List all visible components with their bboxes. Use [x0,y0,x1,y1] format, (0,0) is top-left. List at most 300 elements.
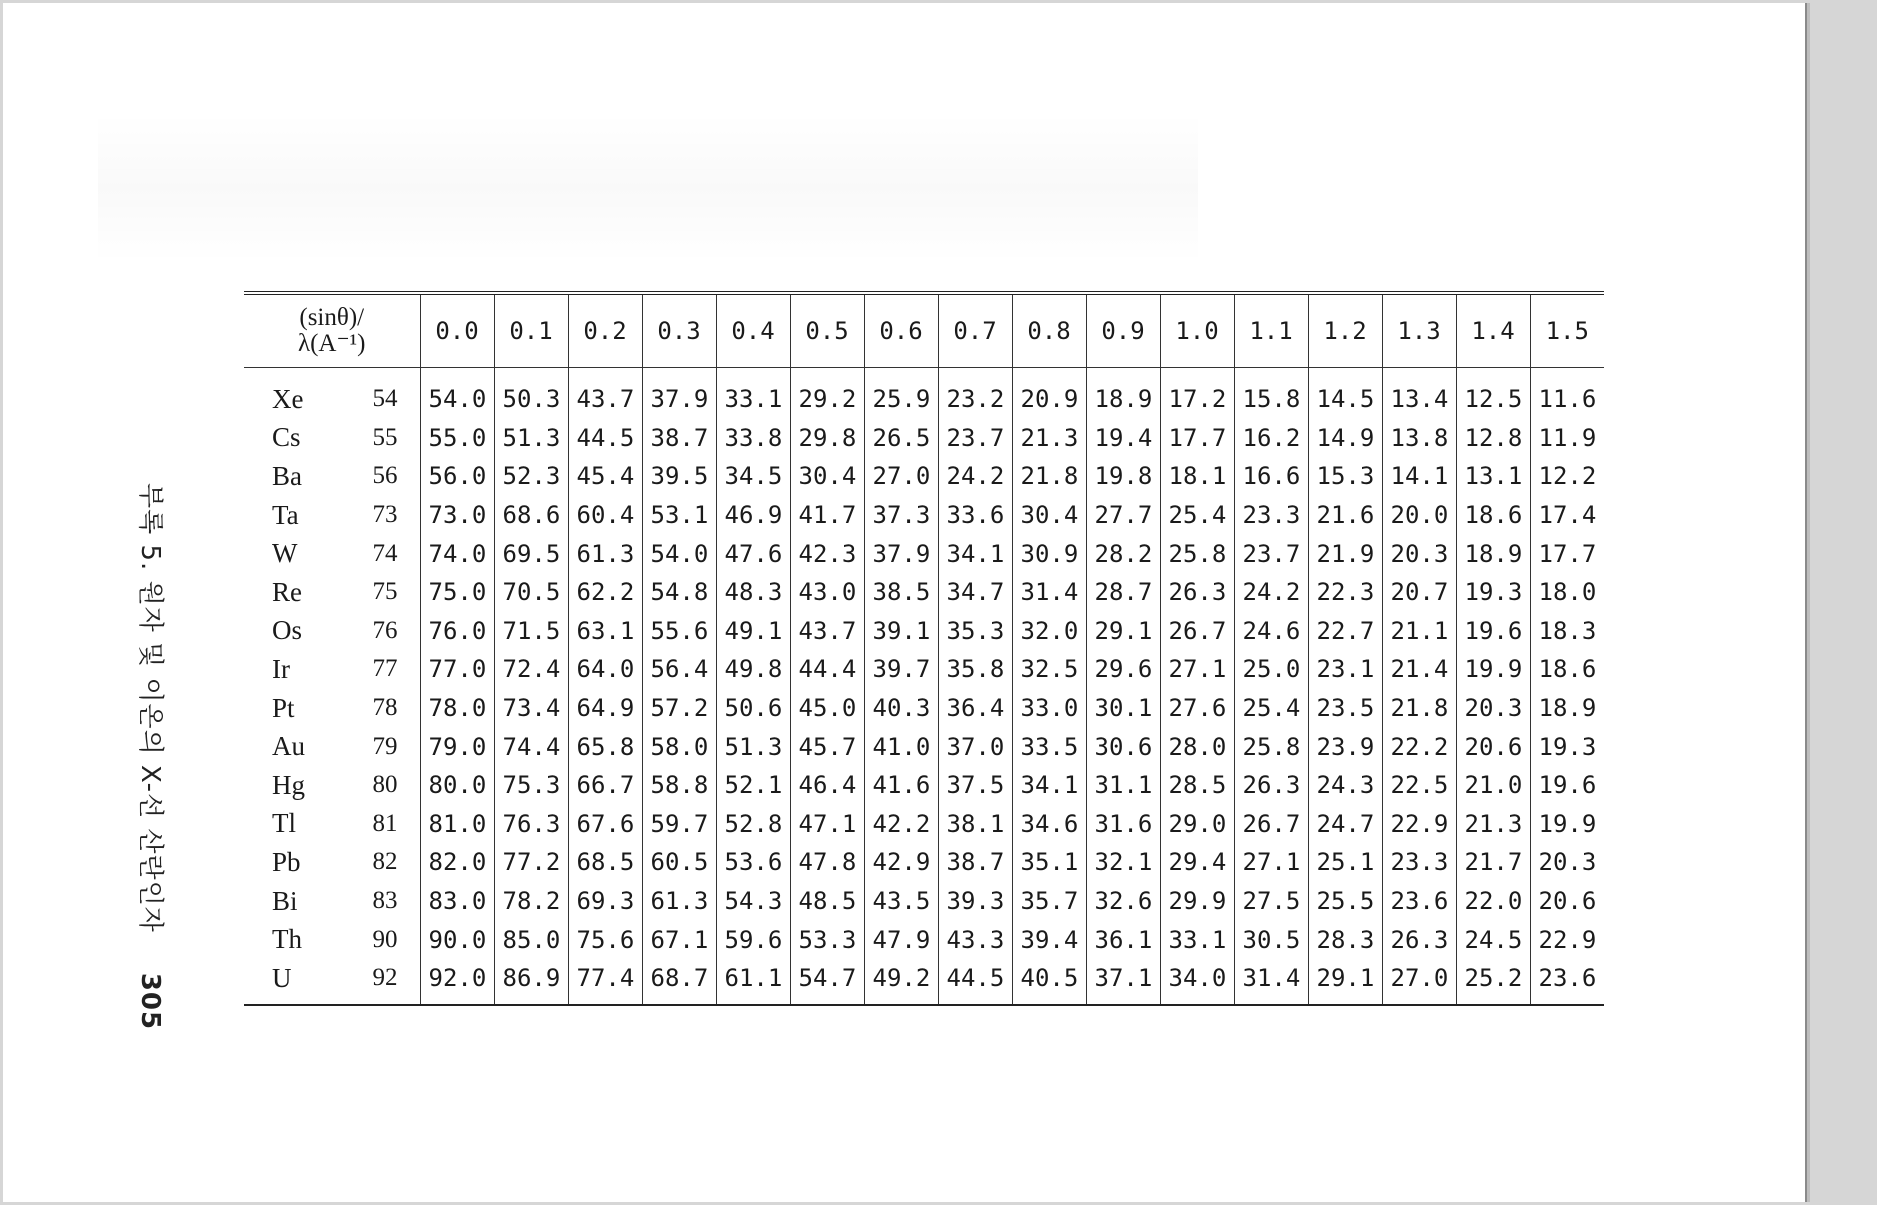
table-cell: 54.3 [716,882,790,921]
table-body [244,368,1604,1005]
side-caption [134,483,171,1030]
table-cell: 47.6 [716,534,790,573]
table-cell: 22.3 [1308,573,1382,612]
table-cell: 13.1 [1456,457,1530,496]
table-cell: 69.5 [494,534,568,573]
table-cell: 24.7 [1308,805,1382,844]
table-cell: 26.7 [1234,805,1308,844]
column-header: 0.9 [1086,293,1160,368]
table-cell: 43.7 [790,612,864,651]
column-header: 0.4 [716,293,790,368]
table-cell: 19.6 [1530,766,1604,805]
atomic-number: 56 [372,462,398,490]
element-symbol: U [272,962,292,993]
table-cell: 39.4 [1012,920,1086,959]
table-cell: 11.6 [1530,368,1604,419]
table-cell: 75.3 [494,766,568,805]
table-cell: 61.3 [642,882,716,921]
table-cell: 31.4 [1012,573,1086,612]
column-header: 0.7 [938,293,1012,368]
table-row [244,496,1604,535]
table-cell: 28.2 [1086,534,1160,573]
table-cell: 73.0 [420,496,494,535]
table-cell: 54.8 [642,573,716,612]
table-cell: 18.9 [1530,689,1604,728]
table-row [244,959,1604,1005]
table-cell: 21.3 [1012,419,1086,458]
table-cell: 58.0 [642,727,716,766]
table-cell: 19.9 [1456,650,1530,689]
table-cell: 33.0 [1012,689,1086,728]
table-row [244,368,1604,419]
table-cell: 76.0 [420,612,494,651]
table-cell: 52.3 [494,457,568,496]
table-cell: 51.3 [494,419,568,458]
table-cell: 54.0 [420,368,494,419]
table-cell: 28.3 [1308,920,1382,959]
table-cell: 50.3 [494,368,568,419]
table-cell: 37.5 [938,766,1012,805]
table-cell: 12.5 [1456,368,1530,419]
table-cell: 32.0 [1012,612,1086,651]
table-cell: 35.1 [1012,843,1086,882]
table-cell: 70.5 [494,573,568,612]
table-cell: 47.1 [790,805,864,844]
element-symbol: Pb [272,846,301,877]
table-cell: 77.4 [568,959,642,1005]
table-cell: 24.3 [1308,766,1382,805]
table-cell: 19.6 [1456,612,1530,651]
document-page [3,3,1805,1202]
table-cell: 15.8 [1234,368,1308,419]
table-cell: 49.8 [716,650,790,689]
table-cell: 42.3 [790,534,864,573]
column-header: 1.4 [1456,293,1530,368]
table-cell: 54.7 [790,959,864,1005]
table-cell: 61.3 [568,534,642,573]
column-header: 0.2 [568,293,642,368]
table-cell: 27.0 [864,457,938,496]
table-cell: 27.1 [1234,843,1308,882]
column-header: 1.1 [1234,293,1308,368]
table-cell: 67.1 [642,920,716,959]
atomic-number: 55 [372,423,398,451]
atomic-number: 80 [372,771,398,799]
table-cell: 92.0 [420,959,494,1005]
table-cell: 26.3 [1234,766,1308,805]
table-cell: 24.5 [1456,920,1530,959]
table-cell: 23.6 [1382,882,1456,921]
table-cell: 54.0 [642,534,716,573]
table-cell: 40.5 [1012,959,1086,1005]
element-symbol: Cs [272,422,301,453]
table-cell: 26.7 [1160,612,1234,651]
table-cell: 29.8 [790,419,864,458]
table-cell: 81.0 [420,805,494,844]
table-cell: 20.7 [1382,573,1456,612]
element-symbol: Xe [272,383,304,414]
table-cell: 53.3 [790,920,864,959]
table-cell: 75.6 [568,920,642,959]
table-cell: 18.1 [1160,457,1234,496]
table-cell: 20.3 [1456,689,1530,728]
table-cell: 32.6 [1086,882,1160,921]
header-lambda: λ(A⁻¹) [297,330,366,357]
table-cell: 48.5 [790,882,864,921]
table-row [244,689,1604,728]
table-cell: 23.7 [938,419,1012,458]
element-symbol: Bi [272,885,298,916]
table-cell: 74.4 [494,727,568,766]
element-symbol: Pt [272,692,295,723]
table-cell: 41.0 [864,727,938,766]
table-cell: 64.0 [568,650,642,689]
table-cell: 44.5 [938,959,1012,1005]
column-header: 0.3 [642,293,716,368]
table-row [244,920,1604,959]
element-symbol: Au [272,731,305,762]
element-symbol: Hg [272,769,305,800]
element-symbol: Ir [272,653,290,684]
page-number: 305 [135,972,165,1031]
table-cell: 25.5 [1308,882,1382,921]
table-cell: 27.0 [1382,959,1456,1005]
table-cell: 25.8 [1234,727,1308,766]
header-corner [244,293,420,368]
table-row [244,457,1604,496]
table-row [244,805,1604,844]
element-symbol: Re [272,576,302,607]
table-cell: 19.4 [1086,419,1160,458]
column-header: 0.5 [790,293,864,368]
table-row [244,650,1604,689]
table-cell: 17.4 [1530,496,1604,535]
table-cell: 35.3 [938,612,1012,651]
table-cell: 22.9 [1530,920,1604,959]
table-cell: 43.0 [790,573,864,612]
element-symbol: Ta [272,499,299,530]
table-cell: 25.9 [864,368,938,419]
side-caption-title: 부록 5. 원자 및 이온의 X-선 산란인자 [135,483,165,933]
column-header: 0.8 [1012,293,1086,368]
table-cell: 33.8 [716,419,790,458]
table-cell: 23.1 [1308,650,1382,689]
table-cell: 65.8 [568,727,642,766]
table-cell: 25.4 [1160,496,1234,535]
table-cell: 38.7 [642,419,716,458]
table-cell: 71.5 [494,612,568,651]
table-row [244,766,1604,805]
table-cell: 18.9 [1086,368,1160,419]
table-cell: 23.7 [1234,534,1308,573]
table-cell: 20.9 [1012,368,1086,419]
table-cell: 22.5 [1382,766,1456,805]
table-cell: 14.9 [1308,419,1382,458]
table-cell: 25.0 [1234,650,1308,689]
table-cell: 73.4 [494,689,568,728]
table-cell: 60.4 [568,496,642,535]
table-cell: 21.6 [1308,496,1382,535]
table-cell: 39.7 [864,650,938,689]
table-cell: 30.1 [1086,689,1160,728]
atomic-number: 78 [372,694,398,722]
table-cell: 59.6 [716,920,790,959]
table-cell: 74.0 [420,534,494,573]
table-cell: 90.0 [420,920,494,959]
column-header: 1.5 [1530,293,1604,368]
table-cell: 48.3 [716,573,790,612]
scan-shadow [98,113,1198,263]
column-header: 0.6 [864,293,938,368]
table-cell: 38.1 [938,805,1012,844]
table-cell: 37.0 [938,727,1012,766]
table-cell: 29.1 [1308,959,1382,1005]
table-cell: 18.6 [1456,496,1530,535]
table-cell: 36.4 [938,689,1012,728]
table-cell: 34.7 [938,573,1012,612]
table-cell: 28.7 [1086,573,1160,612]
table-cell: 34.5 [716,457,790,496]
atomic-number: 74 [372,539,398,567]
table-cell: 13.8 [1382,419,1456,458]
table-cell: 14.5 [1308,368,1382,419]
table-cell: 12.2 [1530,457,1604,496]
table-cell: 23.9 [1308,727,1382,766]
column-header: 0.1 [494,293,568,368]
table-cell: 23.5 [1308,689,1382,728]
table-cell: 20.3 [1382,534,1456,573]
table-cell: 60.5 [642,843,716,882]
table-cell: 42.2 [864,805,938,844]
table-cell: 76.3 [494,805,568,844]
table-cell: 34.6 [1012,805,1086,844]
table-cell: 68.5 [568,843,642,882]
table-cell: 22.0 [1456,882,1530,921]
atomic-number: 81 [372,809,398,837]
table-cell: 37.1 [1086,959,1160,1005]
table-cell: 33.6 [938,496,1012,535]
table-cell: 24.2 [938,457,1012,496]
table-cell: 31.4 [1234,959,1308,1005]
table-cell: 27.1 [1160,650,1234,689]
table-cell: 77.2 [494,843,568,882]
table-cell: 43.5 [864,882,938,921]
table-cell: 16.2 [1234,419,1308,458]
column-header: 0.0 [420,293,494,368]
table-cell: 31.1 [1086,766,1160,805]
table-cell: 56.0 [420,457,494,496]
table-cell: 13.4 [1382,368,1456,419]
table-cell: 20.6 [1530,882,1604,921]
table-cell: 25.8 [1160,534,1234,573]
atomic-number: 82 [372,848,398,876]
table-cell: 27.6 [1160,689,1234,728]
table-cell: 29.9 [1160,882,1234,921]
table-row [244,882,1604,921]
table-row [244,843,1604,882]
table-cell: 64.9 [568,689,642,728]
table-cell: 57.2 [642,689,716,728]
table-cell: 34.1 [1012,766,1086,805]
table-cell: 20.0 [1382,496,1456,535]
table-cell: 12.8 [1456,419,1530,458]
table-cell: 23.2 [938,368,1012,419]
table-cell: 44.5 [568,419,642,458]
atomic-number: 79 [372,732,398,760]
table-cell: 37.3 [864,496,938,535]
table-cell: 14.1 [1382,457,1456,496]
table-cell: 18.0 [1530,573,1604,612]
table-cell: 21.0 [1456,766,1530,805]
table-cell: 22.7 [1308,612,1382,651]
table-cell: 77.0 [420,650,494,689]
table-cell: 53.1 [642,496,716,535]
table-cell: 56.4 [642,650,716,689]
header-sin-theta: (sinθ)/ [299,304,365,331]
table-cell: 42.9 [864,843,938,882]
table-cell: 45.0 [790,689,864,728]
table-cell: 26.3 [1382,920,1456,959]
table-cell: 22.9 [1382,805,1456,844]
table-cell: 21.4 [1382,650,1456,689]
table-cell: 21.3 [1456,805,1530,844]
table-cell: 46.4 [790,766,864,805]
atomic-number: 54 [372,385,398,413]
table-cell: 49.2 [864,959,938,1005]
table-cell: 83.0 [420,882,494,921]
table-row [244,612,1604,651]
table-cell: 51.3 [716,727,790,766]
column-header: 1.0 [1160,293,1234,368]
table-cell: 34.0 [1160,959,1234,1005]
element-symbol: W [272,538,298,569]
table-cell: 21.8 [1382,689,1456,728]
table-cell: 47.8 [790,843,864,882]
table-cell: 23.6 [1530,959,1604,1005]
table-cell: 24.6 [1234,612,1308,651]
table-cell: 34.1 [938,534,1012,573]
table-cell: 79.0 [420,727,494,766]
table-cell: 33.5 [1012,727,1086,766]
table-cell: 29.2 [790,368,864,419]
element-symbol: Th [272,924,302,955]
table-cell: 46.9 [716,496,790,535]
table-cell: 29.1 [1086,612,1160,651]
table-cell: 16.6 [1234,457,1308,496]
table-cell: 69.3 [568,882,642,921]
table-cell: 17.7 [1530,534,1604,573]
table-cell: 38.7 [938,843,1012,882]
table-cell: 82.0 [420,843,494,882]
table-cell: 38.5 [864,573,938,612]
table-row [244,727,1604,766]
table-cell: 37.9 [864,534,938,573]
table-cell: 63.1 [568,612,642,651]
table-cell: 52.8 [716,805,790,844]
table-cell: 35.7 [1012,882,1086,921]
table-cell: 85.0 [494,920,568,959]
table-cell: 18.3 [1530,612,1604,651]
table-cell: 86.9 [494,959,568,1005]
scattering-factor-table [244,291,1604,1006]
table-cell: 19.3 [1530,727,1604,766]
table-cell: 53.6 [716,843,790,882]
column-header: 1.2 [1308,293,1382,368]
table-cell: 29.4 [1160,843,1234,882]
table-cell: 23.3 [1234,496,1308,535]
table-cell: 29.6 [1086,650,1160,689]
table-cell: 31.6 [1086,805,1160,844]
table-cell: 21.1 [1382,612,1456,651]
table-cell: 45.4 [568,457,642,496]
atomic-number: 92 [372,964,398,992]
table-cell: 40.3 [864,689,938,728]
table-cell: 68.6 [494,496,568,535]
table-cell: 37.9 [642,368,716,419]
table-cell: 19.9 [1530,805,1604,844]
table-cell: 80.0 [420,766,494,805]
atomic-number: 76 [372,616,398,644]
table-cell: 29.0 [1160,805,1234,844]
table-row [244,573,1604,612]
table-cell: 32.1 [1086,843,1160,882]
table-cell: 72.4 [494,650,568,689]
table-cell: 39.1 [864,612,938,651]
table-cell: 21.9 [1308,534,1382,573]
table-row [244,419,1604,458]
table-cell: 49.1 [716,612,790,651]
table-cell: 25.4 [1234,689,1308,728]
table-cell: 30.4 [1012,496,1086,535]
table-cell: 58.8 [642,766,716,805]
table-cell: 22.2 [1382,727,1456,766]
table-cell: 55.0 [420,419,494,458]
table-cell: 33.1 [716,368,790,419]
header-row [244,293,1604,368]
table-cell: 78.0 [420,689,494,728]
table-cell: 36.1 [1086,920,1160,959]
table-cell: 66.7 [568,766,642,805]
table-cell: 52.1 [716,766,790,805]
table-cell: 78.2 [494,882,568,921]
table-cell: 21.7 [1456,843,1530,882]
table-cell: 15.3 [1308,457,1382,496]
table-cell: 55.6 [642,612,716,651]
atomic-number: 83 [372,887,398,915]
table-cell: 59.7 [642,805,716,844]
table-cell: 39.3 [938,882,1012,921]
table-cell: 19.3 [1456,573,1530,612]
table-cell: 27.5 [1234,882,1308,921]
table-cell: 32.5 [1012,650,1086,689]
atomic-number: 77 [372,655,398,683]
table-cell: 67.6 [568,805,642,844]
table-cell: 26.5 [864,419,938,458]
table-row [244,534,1604,573]
table-cell: 75.0 [420,573,494,612]
table-cell: 43.7 [568,368,642,419]
table-cell: 45.7 [790,727,864,766]
table-cell: 20.3 [1530,843,1604,882]
table-cell: 50.6 [716,689,790,728]
table-cell: 19.8 [1086,457,1160,496]
table-cell: 43.3 [938,920,1012,959]
table-cell: 27.7 [1086,496,1160,535]
table-cell: 26.3 [1160,573,1234,612]
table-cell: 11.9 [1530,419,1604,458]
element-symbol: Ba [272,460,302,491]
table-cell: 23.3 [1382,843,1456,882]
